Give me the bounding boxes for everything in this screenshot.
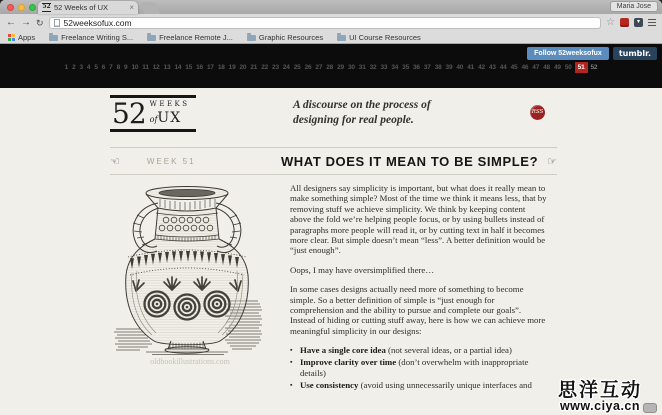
paragraphs bbox=[290, 183, 548, 336]
article-title[interactable]: WHAT DOES IT MEAN TO BE SIMPLE? bbox=[280, 153, 539, 169]
extension-red-icon[interactable] bbox=[620, 18, 629, 27]
week-link-6[interactable]: 6 bbox=[101, 64, 106, 71]
week-label: WEEK 51 bbox=[146, 156, 196, 166]
week-link-8[interactable]: 8 bbox=[116, 64, 121, 71]
paragraph: Oops, I may have oversimplified there… bbox=[290, 264, 435, 275]
week-link-41[interactable]: 41 bbox=[467, 64, 475, 71]
reload-icon[interactable]: ↻ bbox=[36, 17, 44, 28]
week-link-34[interactable]: 34 bbox=[391, 64, 399, 71]
bookmark-folders bbox=[49, 33, 421, 42]
week-link-49[interactable]: 49 bbox=[553, 64, 561, 71]
week-link-39[interactable]: 39 bbox=[445, 64, 453, 71]
tab-strip bbox=[0, 0, 662, 14]
week-link-44[interactable]: 44 bbox=[499, 64, 507, 71]
week-link-21[interactable]: 21 bbox=[250, 64, 258, 71]
week-link-17[interactable]: 17 bbox=[206, 64, 214, 71]
bullet-item: ▪ Use consistency (avoid using unnecessarily unique interfaces and bbox=[290, 380, 548, 390]
address-bar[interactable] bbox=[49, 17, 601, 29]
article-header bbox=[110, 148, 557, 174]
new-tab-button[interactable] bbox=[140, 2, 160, 14]
vase-illustration bbox=[112, 183, 262, 355]
close-window-button[interactable] bbox=[7, 4, 14, 11]
week-link-5[interactable]: 5 bbox=[94, 64, 98, 71]
page-icon bbox=[54, 19, 60, 27]
watermark-url: www.ciya.cn bbox=[559, 399, 641, 413]
logo-number: 52 bbox=[112, 96, 146, 130]
week-link-42[interactable]: 42 bbox=[478, 64, 485, 71]
profile-name-chip[interactable]: Maria Jose bbox=[610, 1, 658, 12]
week-link-38[interactable]: 38 bbox=[434, 64, 442, 71]
minimize-window-button[interactable] bbox=[18, 4, 25, 11]
week-link-46[interactable]: 46 bbox=[521, 64, 529, 71]
url-text[interactable]: 52weeksofux.com bbox=[63, 17, 132, 28]
bullet-item: ▪ Have a single core idea (not several ideas, or a partial idea) bbox=[290, 345, 548, 355]
apps-grid-icon bbox=[8, 34, 15, 41]
next-hand-icon[interactable]: ☞ bbox=[547, 154, 557, 168]
week-link-23[interactable]: 23 bbox=[272, 64, 279, 71]
bookmark-star-icon[interactable]: ☆ bbox=[606, 16, 615, 28]
week-link-3[interactable]: 3 bbox=[79, 64, 83, 71]
watermark bbox=[558, 382, 642, 413]
masthead bbox=[110, 88, 557, 147]
bookmarks-bar bbox=[0, 31, 662, 44]
week-link-16[interactable]: 16 bbox=[196, 64, 203, 71]
bookmark-label: Freelance Writing S... bbox=[61, 32, 134, 42]
back-icon[interactable]: ← bbox=[6, 16, 16, 28]
week-number-nav bbox=[0, 62, 662, 73]
week-link-30[interactable]: 30 bbox=[347, 64, 355, 71]
week-link-18[interactable]: 18 bbox=[217, 64, 225, 71]
site-favicon: 52 bbox=[42, 3, 51, 10]
logo-ux: UX bbox=[157, 110, 182, 126]
week-link-13[interactable]: 13 bbox=[163, 64, 171, 71]
week-link-24[interactable]: 24 bbox=[282, 64, 290, 71]
week-link-33[interactable]: 33 bbox=[380, 64, 388, 71]
week-link-7[interactable]: 7 bbox=[109, 64, 113, 71]
window-controls bbox=[7, 4, 36, 11]
week-link-52[interactable]: 52 bbox=[590, 64, 598, 71]
week-link-37[interactable]: 37 bbox=[423, 64, 431, 71]
scrollbar-corner[interactable] bbox=[643, 403, 657, 413]
week-link-9[interactable]: 9 bbox=[124, 64, 128, 71]
bookmark-folder[interactable] bbox=[49, 33, 133, 42]
week-link-15[interactable]: 15 bbox=[185, 64, 193, 71]
week-link-35[interactable]: 35 bbox=[402, 64, 410, 71]
browser-toolbar bbox=[0, 14, 662, 31]
week-link-20[interactable]: 20 bbox=[239, 64, 247, 71]
week-link-14[interactable]: 14 bbox=[174, 64, 182, 71]
bookmark-folder[interactable] bbox=[147, 33, 233, 42]
bookmark-label: Freelance Remote J... bbox=[159, 32, 233, 42]
chrome-menu-icon[interactable] bbox=[648, 19, 656, 27]
week-link-47[interactable]: 47 bbox=[532, 64, 540, 71]
article-figure bbox=[110, 183, 270, 391]
week-link-43[interactable]: 43 bbox=[488, 64, 496, 71]
rss-badge-icon[interactable]: RSS bbox=[530, 105, 545, 120]
week-link-22[interactable]: 22 bbox=[261, 64, 269, 71]
week-link-32[interactable]: 32 bbox=[369, 64, 377, 71]
extension-pocket-icon[interactable]: ▾ bbox=[634, 18, 643, 27]
week-link-26[interactable]: 26 bbox=[304, 64, 312, 71]
week-link-29[interactable]: 29 bbox=[337, 64, 344, 71]
site-logo[interactable] bbox=[110, 95, 196, 132]
apps-label: Apps bbox=[18, 32, 36, 42]
bullet-item: ▪ Improve clarity over time (don’t overwhelm with inappropriate details) bbox=[290, 357, 548, 378]
week-link-45[interactable]: 45 bbox=[510, 64, 518, 71]
prev-hand-icon[interactable]: ☜ bbox=[110, 154, 120, 168]
week-link-28[interactable]: 28 bbox=[326, 64, 334, 71]
article-body bbox=[110, 175, 557, 391]
folder-icon bbox=[49, 35, 58, 41]
forward-icon[interactable]: → bbox=[21, 16, 31, 28]
bookmark-label: Graphic Resources bbox=[258, 32, 324, 42]
tab-title: 52 Weeks of UX bbox=[54, 3, 109, 12]
paragraph: All designers say simplicity is important, but what does it really mean to make something simple? Most of the time we think it means less, that by removing stuff we achieve simplicity. We think by keeping content above the fold we’re helping people focus, or by using bullets instead of paragraphs more people will read it, or by cutting text in half it becomes more clear. But simple doesn’t mean “less”. A better definition would be “just enough”. bbox=[290, 183, 547, 256]
tumblr-button[interactable]: tumblr. bbox=[613, 47, 657, 60]
week-link-10[interactable]: 10 bbox=[131, 64, 139, 71]
article-text bbox=[290, 183, 548, 391]
week-link-12[interactable]: 12 bbox=[152, 64, 160, 71]
week-link-11[interactable]: 11 bbox=[142, 64, 149, 71]
apps-shortcut[interactable] bbox=[8, 33, 35, 42]
bookmark-folder[interactable] bbox=[337, 33, 421, 42]
week-link-51[interactable]: 51 bbox=[575, 62, 588, 73]
bookmark-label: UI Course Resources bbox=[349, 32, 421, 42]
week-link-50[interactable]: 50 bbox=[564, 64, 572, 71]
week-link-1[interactable]: 1 bbox=[64, 64, 69, 71]
folder-icon bbox=[247, 35, 256, 41]
browser-tab[interactable] bbox=[38, 1, 138, 14]
week-link-19[interactable]: 19 bbox=[228, 64, 236, 71]
week-link-2[interactable]: 2 bbox=[72, 64, 76, 71]
week-link-31[interactable]: 31 bbox=[358, 64, 366, 71]
figure-caption: oldbookillustrations.com bbox=[150, 357, 230, 366]
logo-of: of bbox=[149, 115, 158, 124]
zoom-window-button[interactable] bbox=[29, 4, 36, 11]
week-link-25[interactable]: 25 bbox=[293, 64, 301, 71]
site-header bbox=[0, 44, 662, 88]
page-content bbox=[0, 88, 662, 415]
week-link-4[interactable]: 4 bbox=[86, 64, 91, 71]
week-link-40[interactable]: 40 bbox=[456, 64, 464, 71]
paragraph: In some cases designs actually need more of something to become simple. So a better definition of simple is “just enough for comprehension and the ability to pursue and complete our goals”. Instead of hiding or cutting stuff away, here is how we can achieve more meaningful simplicity in our designs: bbox=[290, 284, 546, 336]
week-link-48[interactable]: 48 bbox=[543, 64, 550, 71]
tab-close-icon[interactable]: × bbox=[129, 2, 134, 12]
folder-icon bbox=[147, 35, 156, 41]
week-link-27[interactable]: 27 bbox=[315, 64, 323, 71]
week-link-36[interactable]: 36 bbox=[413, 64, 420, 71]
bullet-list bbox=[290, 345, 548, 390]
site-tagline: A discourse on the process of designing for real people. bbox=[293, 99, 431, 126]
logo-weeks: WEEKS bbox=[149, 100, 190, 108]
follow-button[interactable]: Follow 52weeksofux bbox=[527, 47, 609, 60]
watermark-cn: 思洋互动 bbox=[557, 380, 642, 401]
bookmark-folder[interactable] bbox=[247, 33, 323, 42]
folder-icon bbox=[337, 35, 346, 41]
